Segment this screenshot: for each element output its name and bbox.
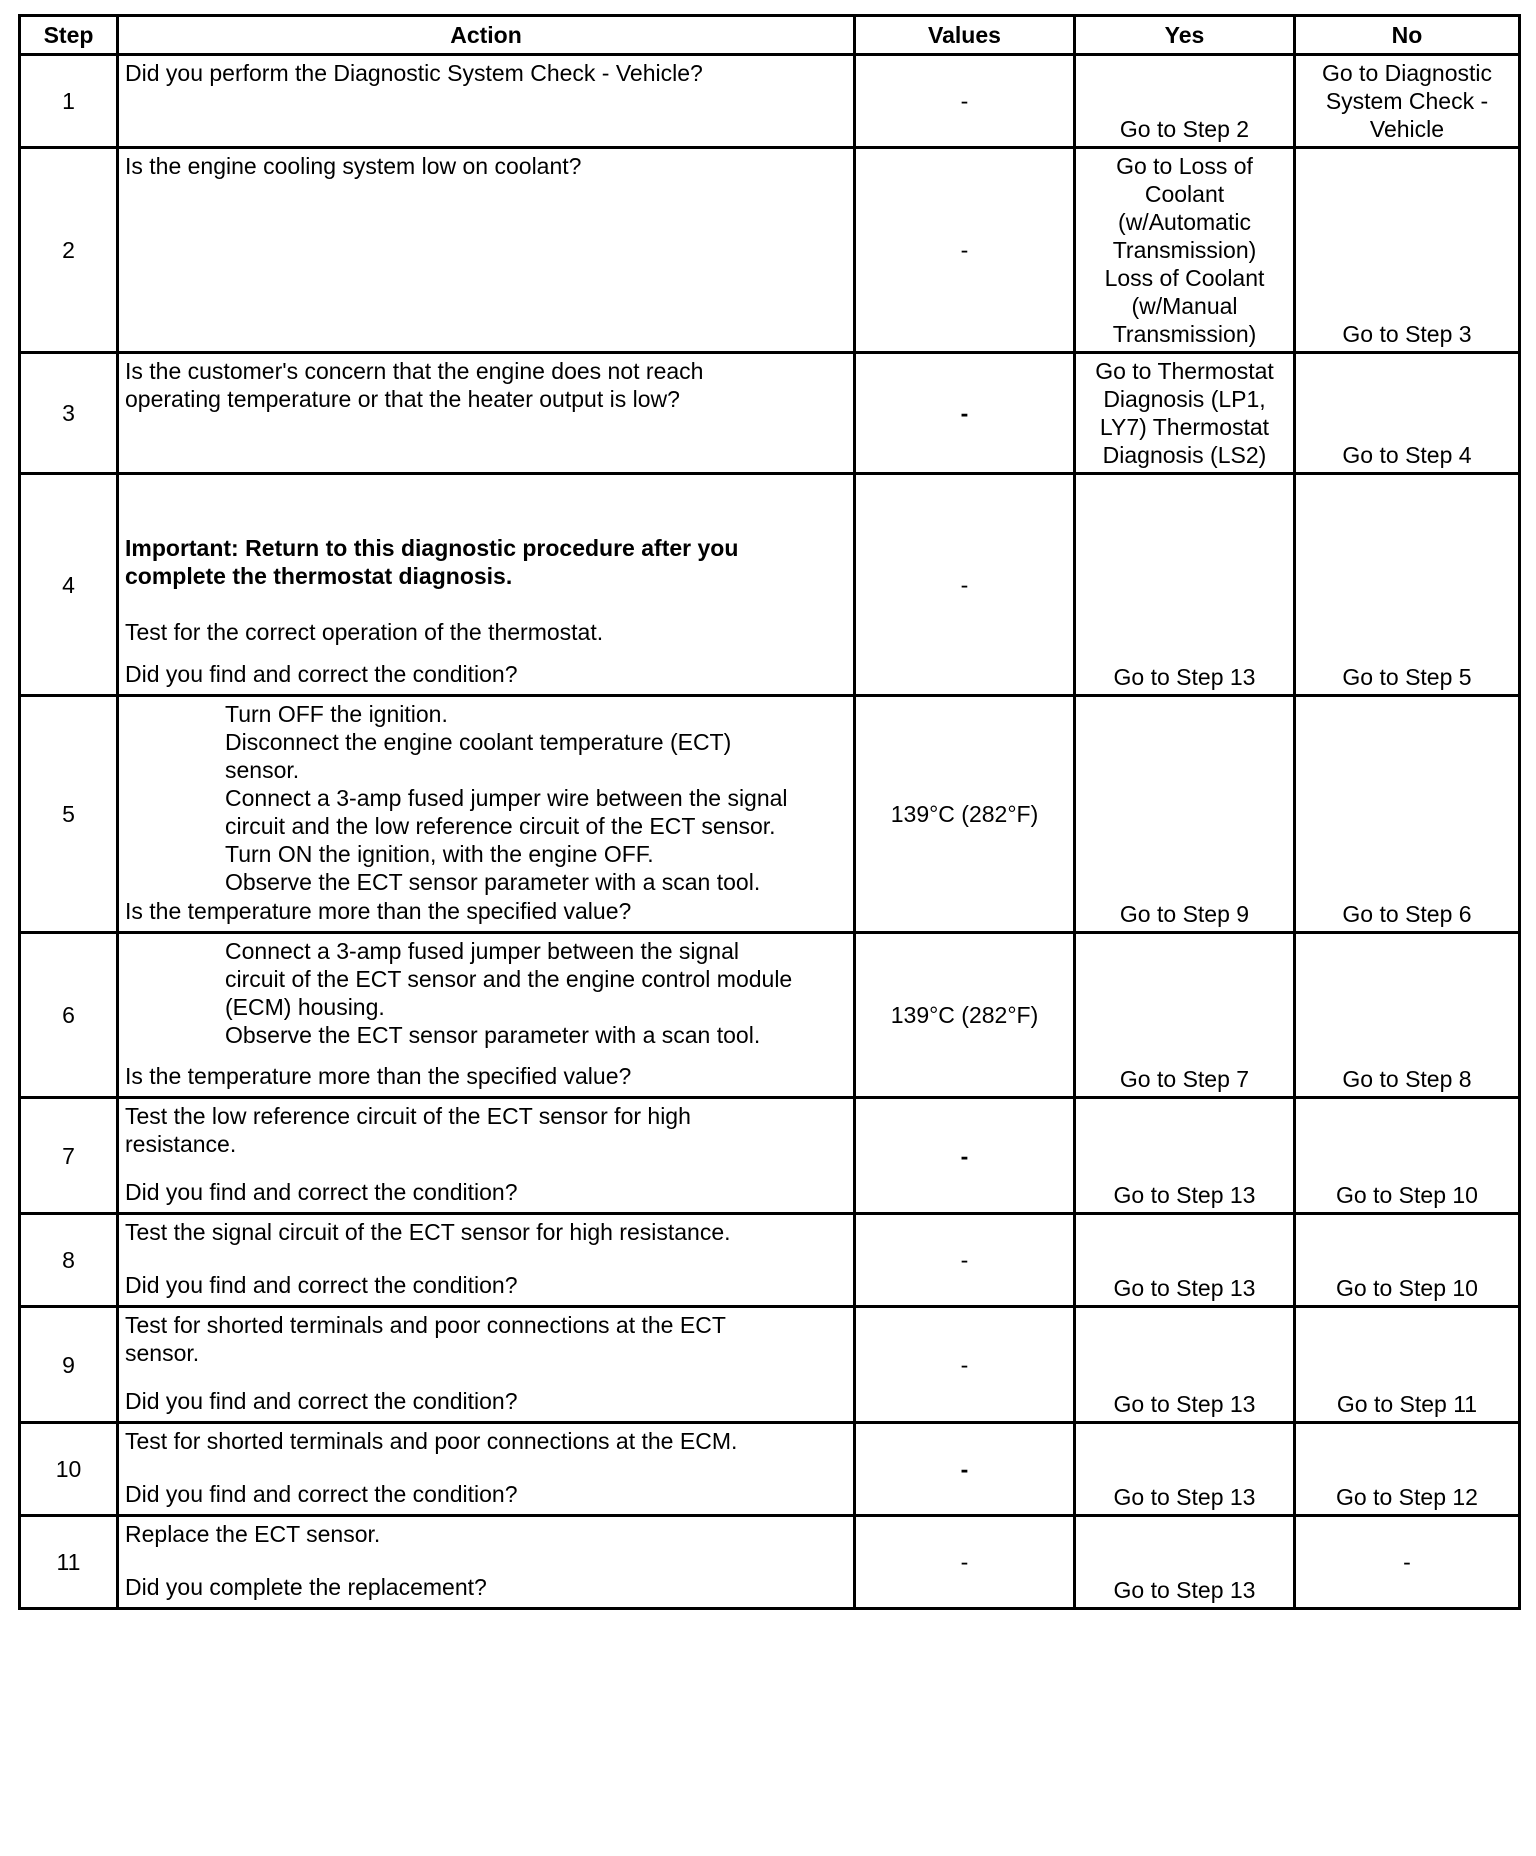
table-row bbox=[20, 55, 1520, 148]
values-cell: 139°C (282°F) bbox=[855, 933, 1075, 1098]
action-content bbox=[125, 357, 847, 452]
header-action: Action bbox=[118, 16, 855, 55]
action-cell bbox=[118, 933, 855, 1098]
no-cell bbox=[1295, 55, 1520, 148]
yes-text: Go to Step 13 bbox=[1113, 1577, 1256, 1603]
action-content bbox=[125, 59, 847, 129]
yes-cell bbox=[1075, 353, 1295, 474]
action-question: Is the temperature more than the specified value? bbox=[125, 898, 632, 924]
table-row bbox=[20, 148, 1520, 353]
action-text: Test the low reference circuit of the ECT sensor for high bbox=[125, 1103, 691, 1129]
yes-cell bbox=[1075, 933, 1295, 1098]
action-cell bbox=[118, 474, 855, 696]
action-text: operating temperature or that the heater output is low? bbox=[125, 386, 680, 412]
table-row bbox=[20, 696, 1520, 933]
yes-text: Diagnosis (LP1, bbox=[1103, 386, 1266, 412]
action-question: Is the temperature more than the specified value? bbox=[125, 1063, 632, 1089]
spacer bbox=[125, 1367, 847, 1387]
action-content bbox=[125, 1520, 847, 1601]
no-cell bbox=[1295, 1423, 1520, 1516]
table-row bbox=[20, 1516, 1520, 1609]
yes-text: Diagnosis (LS2) bbox=[1102, 442, 1267, 468]
yes-cell bbox=[1075, 1516, 1295, 1609]
substep-line: Connect a 3-amp fused jumper between the signal bbox=[225, 938, 739, 964]
substep-line: Connect a 3-amp fused jumper wire between the signal bbox=[225, 785, 788, 811]
no-text: - bbox=[1403, 1549, 1411, 1575]
diagnostic-table bbox=[18, 14, 1521, 1610]
important-note: Important: Return to this diagnostic procedure after you bbox=[125, 535, 739, 561]
substep-line: Observe the ECT sensor parameter with a scan tool. bbox=[225, 869, 761, 895]
no-cell bbox=[1295, 1516, 1520, 1609]
values-cell: - bbox=[855, 55, 1075, 148]
yes-text: Go to Thermostat bbox=[1095, 358, 1274, 384]
action-text: Test for shorted terminals and poor connections at the ECT bbox=[125, 1312, 726, 1338]
values-cell: - bbox=[855, 474, 1075, 696]
yes-cell bbox=[1075, 696, 1295, 933]
action-text: Is the customer's concern that the engine does not reach bbox=[125, 358, 704, 384]
no-text: Go to Step 3 bbox=[1342, 321, 1472, 347]
no-cell bbox=[1295, 1214, 1520, 1307]
action-text: Is the engine cooling system low on coolant? bbox=[125, 153, 582, 179]
no-text: Go to Step 10 bbox=[1336, 1275, 1478, 1301]
no-text: Go to Diagnostic bbox=[1321, 60, 1493, 86]
no-cell bbox=[1295, 474, 1520, 696]
step-number: 6 bbox=[20, 933, 118, 1098]
no-cell bbox=[1295, 933, 1520, 1098]
yes-text: Loss of Coolant bbox=[1104, 265, 1265, 291]
step-number: 9 bbox=[20, 1307, 118, 1423]
action-question: Did you find and correct the condition? bbox=[125, 1272, 518, 1298]
action-content bbox=[125, 152, 847, 321]
yes-text: Transmission) bbox=[1112, 321, 1257, 347]
no-text: Go to Step 5 bbox=[1342, 664, 1472, 690]
substep-line: circuit and the low reference circuit of the ECT sensor. bbox=[225, 813, 776, 839]
spacer bbox=[125, 478, 847, 506]
yes-text: Go to Step 2 bbox=[1119, 116, 1250, 142]
values-cell: - bbox=[855, 1214, 1075, 1307]
spacer bbox=[125, 1049, 847, 1062]
step-number: 4 bbox=[20, 474, 118, 696]
substep-line: Disconnect the engine coolant temperature (ECT) bbox=[225, 729, 732, 755]
table-row bbox=[20, 1307, 1520, 1423]
action-cell bbox=[118, 353, 855, 474]
table-row bbox=[20, 1423, 1520, 1516]
yes-text: Go to Step 13 bbox=[1113, 1391, 1256, 1417]
yes-text: LY7) Thermostat bbox=[1099, 414, 1270, 440]
yes-text: (w/Manual bbox=[1131, 293, 1238, 319]
yes-cell bbox=[1075, 1214, 1295, 1307]
table-row bbox=[20, 353, 1520, 474]
no-cell bbox=[1295, 148, 1520, 353]
action-cell bbox=[118, 1214, 855, 1307]
yes-text: (w/Automatic bbox=[1118, 209, 1251, 235]
no-text: Go to Step 8 bbox=[1342, 1066, 1472, 1092]
no-cell bbox=[1295, 1098, 1520, 1214]
yes-text: Go to Step 7 bbox=[1119, 1066, 1250, 1092]
important-note: complete the thermostat diagnosis. bbox=[125, 563, 513, 589]
spacer bbox=[125, 506, 847, 534]
action-text: Test for the correct operation of the thermostat. bbox=[125, 619, 604, 645]
values-cell: - bbox=[855, 148, 1075, 353]
spacer bbox=[125, 1455, 847, 1480]
table-header-row bbox=[20, 16, 1520, 55]
yes-cell bbox=[1075, 474, 1295, 696]
action-question: Did you find and correct the condition? bbox=[125, 661, 518, 687]
yes-text: Transmission) bbox=[1112, 237, 1257, 263]
action-cell bbox=[118, 1307, 855, 1423]
yes-cell bbox=[1075, 1423, 1295, 1516]
step-number: 2 bbox=[20, 148, 118, 353]
step-number: 10 bbox=[20, 1423, 118, 1516]
yes-cell bbox=[1075, 1098, 1295, 1214]
action-question: Did you find and correct the condition? bbox=[125, 1179, 518, 1205]
no-cell bbox=[1295, 1307, 1520, 1423]
step-number: 1 bbox=[20, 55, 118, 148]
values-cell: 139°C (282°F) bbox=[855, 696, 1075, 933]
values-cell: - bbox=[855, 1516, 1075, 1609]
header-yes: Yes bbox=[1075, 16, 1295, 55]
action-text: Test the signal circuit of the ECT sensor for high resistance. bbox=[125, 1219, 731, 1245]
substep-line: circuit of the ECT sensor and the engine control module bbox=[225, 966, 793, 992]
action-cell bbox=[118, 55, 855, 148]
header-values: Values bbox=[855, 16, 1075, 55]
table-row bbox=[20, 1214, 1520, 1307]
action-content bbox=[125, 1218, 847, 1299]
no-text: System Check - bbox=[1325, 88, 1489, 114]
step-number: 11 bbox=[20, 1516, 118, 1609]
no-text: Go to Step 4 bbox=[1342, 442, 1472, 468]
action-cell bbox=[118, 1423, 855, 1516]
no-text: Go to Step 6 bbox=[1342, 901, 1472, 927]
action-cell bbox=[118, 1098, 855, 1214]
step-number: 8 bbox=[20, 1214, 118, 1307]
yes-text: Go to Step 13 bbox=[1113, 664, 1256, 690]
action-content bbox=[125, 478, 847, 688]
action-question: Did you find and correct the condition? bbox=[125, 1388, 518, 1414]
spacer bbox=[125, 590, 847, 618]
substep-line: Turn OFF the ignition. bbox=[225, 701, 448, 727]
header-step: Step bbox=[20, 16, 118, 55]
spacer bbox=[125, 1158, 847, 1178]
substep-line: sensor. bbox=[225, 757, 300, 783]
spacer bbox=[125, 646, 847, 660]
yes-text: Coolant bbox=[1144, 181, 1225, 207]
no-text: Go to Step 11 bbox=[1336, 1391, 1478, 1417]
action-cell bbox=[118, 1516, 855, 1609]
spacer bbox=[125, 1246, 847, 1271]
action-content bbox=[125, 1311, 847, 1415]
yes-text: Go to Step 13 bbox=[1113, 1275, 1256, 1301]
yes-cell bbox=[1075, 148, 1295, 353]
step-number: 3 bbox=[20, 353, 118, 474]
table-row bbox=[20, 474, 1520, 696]
action-content bbox=[125, 1427, 847, 1508]
step-number: 5 bbox=[20, 696, 118, 933]
action-text: resistance. bbox=[125, 1131, 237, 1157]
table-row bbox=[20, 1098, 1520, 1214]
values-cell: - bbox=[855, 1098, 1075, 1214]
header-no: No bbox=[1295, 16, 1520, 55]
values-cell: - bbox=[855, 353, 1075, 474]
values-cell: - bbox=[855, 1307, 1075, 1423]
no-text: Go to Step 12 bbox=[1336, 1484, 1478, 1510]
action-text: Test for shorted terminals and poor connections at the ECM. bbox=[125, 1428, 738, 1454]
step-number: 7 bbox=[20, 1098, 118, 1214]
yes-text: Go to Loss of bbox=[1116, 153, 1253, 179]
no-cell bbox=[1295, 696, 1520, 933]
action-content bbox=[125, 937, 847, 1090]
action-cell bbox=[118, 696, 855, 933]
action-question: Did you find and correct the condition? bbox=[125, 1481, 518, 1507]
action-text: sensor. bbox=[125, 1340, 200, 1366]
table-row bbox=[20, 933, 1520, 1098]
yes-text: Go to Step 13 bbox=[1113, 1484, 1256, 1510]
action-content bbox=[125, 1102, 847, 1206]
yes-cell bbox=[1075, 55, 1295, 148]
yes-text: Go to Step 9 bbox=[1119, 901, 1250, 927]
values-cell: - bbox=[855, 1423, 1075, 1516]
action-question: Did you complete the replacement? bbox=[125, 1574, 487, 1600]
substep-line: Observe the ECT sensor parameter with a scan tool. bbox=[225, 1022, 761, 1048]
no-text: Vehicle bbox=[1369, 116, 1445, 142]
substep-line: Turn ON the ignition, with the engine OFF. bbox=[225, 841, 654, 867]
action-text: Did you perform the Diagnostic System Check - Vehicle? bbox=[125, 60, 703, 86]
no-text: Go to Step 10 bbox=[1336, 1182, 1478, 1208]
action-text: Replace the ECT sensor. bbox=[125, 1521, 381, 1547]
no-cell bbox=[1295, 353, 1520, 474]
action-cell bbox=[118, 148, 855, 353]
spacer bbox=[125, 1548, 847, 1573]
yes-text: Go to Step 13 bbox=[1113, 1182, 1256, 1208]
yes-cell bbox=[1075, 1307, 1295, 1423]
action-content bbox=[125, 700, 847, 925]
substep-line: (ECM) housing. bbox=[225, 994, 385, 1020]
